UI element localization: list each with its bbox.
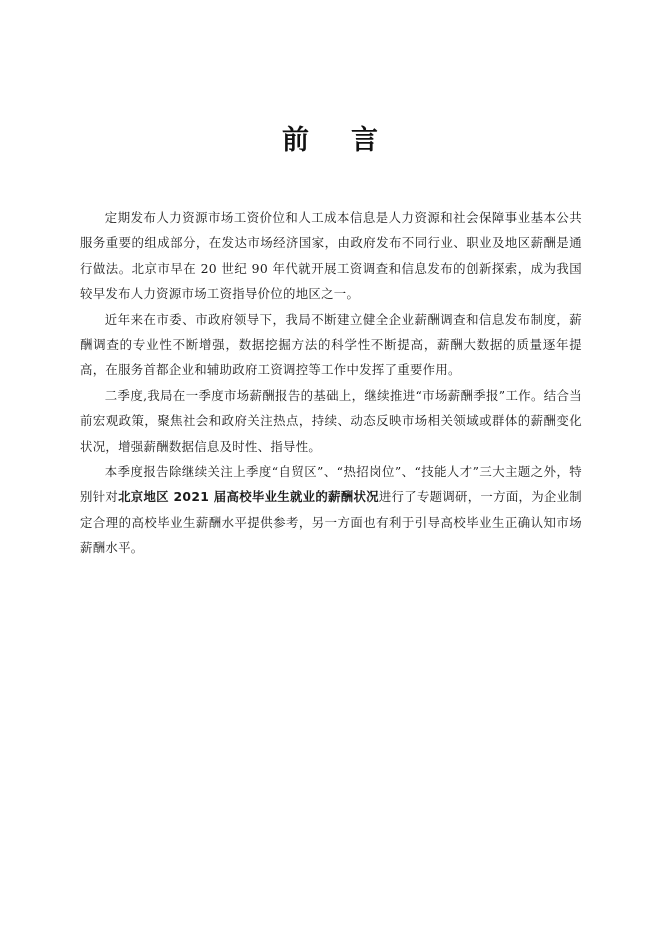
paragraph-3: 二季度,我局在一季度市场薪酬报告的基础上，继续推进“市场薪酬季报”工作。结合当前宏观政策，聚焦社会和政府关注热点，持续、动态反映市场相关领域或群体的薪酬变化状况，增强薪酬数据信息及时性、指导性。	[80, 387, 582, 454]
paragraph-4-tail: 进行了专题调研，一方面，为企业制定合理的高校毕业生薪酬水平提供参考，另一方面也有利于引导高校毕业生正确认知市场薪酬水平。	[80, 489, 582, 556]
paragraph-4-lead: 本季度报告除继续关注上季度“自贸区”、“热招岗位”、“技能人才”三大主题之外，特别针对	[80, 464, 582, 505]
page-title	[0, 118, 662, 157]
paragraph-1: 定期发布人力资源市场工资价位和人工成本信息是人力资源和社会保障事业基本公共服务重要的组成部分，在发达市场经济国家，由政府发布不同行业、职业及地区薪酬是通行做法。北京市早在 20 世纪 90 年代就开展工资调查和信息发布的创新探索，成为我国较早发布人力资源市场工资指导价位的地区之一。	[80, 210, 582, 302]
paragraph-2: 近年来在市委、市政府领导下，我局不断建立健全企业薪酬调查和信息发布制度，薪酬调查的专业性不断增强，数据挖掘方法的科学性不断提高，薪酬大数据的质量逐年提高，在服务首都企业和辅助政府工资调控等工作中发挥了重要作用。	[80, 311, 582, 378]
preface-body	[80, 205, 582, 561]
title-char-1: 前	[282, 125, 311, 156]
paragraph-4	[80, 459, 582, 561]
paragraph-4-highlight: 北京地区 2021 届高校毕业生就业的薪酬状况	[118, 489, 379, 505]
title-char-2: 言	[351, 125, 380, 156]
